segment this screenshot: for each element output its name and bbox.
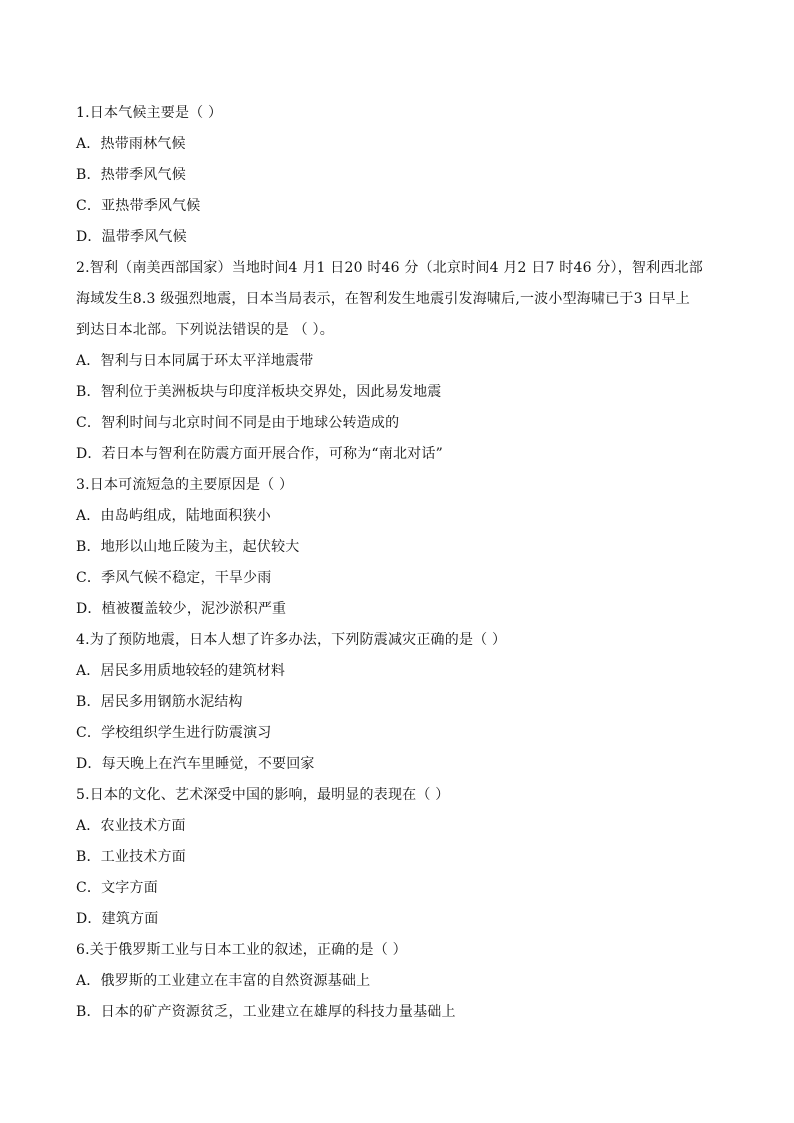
option-d: D．温带季风气候 <box>76 229 187 245</box>
option-c: C．季风气候不稳定，干旱少雨 <box>76 570 272 586</box>
option-a: A．热带雨林气候 <box>76 136 186 152</box>
option-c: C．智利时间与北京时间不同是由于地球公转造成的 <box>76 415 400 431</box>
question-stem: 5.日本的文化、艺术深受中国的影响，最明显的表现在（ ） <box>76 787 450 803</box>
option-d: D．建筑方面 <box>76 911 159 927</box>
question-stem: 2.智利（南美西部国家）当地时间4 月1 日20 时46 分（北京时间4 月2 日7 时46 分），智利西北部 <box>76 260 703 276</box>
question-2 <box>76 253 726 470</box>
option-a: A．居民多用质地较轻的建筑材料 <box>76 663 286 679</box>
option-c: C．亚热带季风气候 <box>76 198 201 214</box>
option-c: C．文字方面 <box>76 880 158 896</box>
option-b: B．居民多用钢筋水泥结构 <box>76 694 243 710</box>
option-b: B．工业技术方面 <box>76 849 186 865</box>
option-d: D．植被覆盖较少，泥沙淤积严重 <box>76 601 287 617</box>
option-d: D．若日本与智利在防震方面开展合作，可称为“南北对话” <box>76 446 443 462</box>
option-a: A．由岛屿组成，陆地面积狭小 <box>76 508 271 524</box>
question-stem: 海域发生8.3 级强烈地震，日本当局表示，在智利发生地震引发海啸后,一波小型海啸已于3 日早上 <box>76 291 690 307</box>
question-stem: 到达日本北部。下列说法错误的是 （ ）。 <box>76 322 334 338</box>
question-6 <box>76 935 726 1028</box>
question-stem: 4.为了预防地震，日本人想了许多办法，下列防震减灾正确的是（ ） <box>76 632 507 648</box>
option-a: A．农业技术方面 <box>76 818 186 834</box>
option-c: C．学校组织学生进行防震演习 <box>76 725 272 741</box>
question-stem: 6.关于俄罗斯工业与日本工业的叙述，正确的是（ ） <box>76 942 407 958</box>
question-4 <box>76 625 726 780</box>
option-b: B．智利位于美洲板块与印度洋板块交界处，因此易发地震 <box>76 384 442 400</box>
document-page <box>76 98 726 1028</box>
option-a: A．智利与日本同属于环太平洋地震带 <box>76 353 314 369</box>
option-a: A．俄罗斯的工业建立在丰富的自然资源基础上 <box>76 973 371 989</box>
option-b: B．地形以山地丘陵为主，起伏较大 <box>76 539 300 555</box>
question-stem: 1.日本气候主要是（ ） <box>76 105 223 121</box>
question-5 <box>76 780 726 935</box>
question-stem: 3.日本可流短急的主要原因是（ ） <box>76 477 294 493</box>
option-d: D．每天晚上在汽车里睡觉，不要回家 <box>76 756 315 772</box>
question-1 <box>76 98 726 253</box>
option-b: B．日本的矿产资源贫乏，工业建立在雄厚的科技力量基础上 <box>76 1004 456 1020</box>
option-b: B．热带季风气候 <box>76 167 186 183</box>
question-3 <box>76 470 726 625</box>
